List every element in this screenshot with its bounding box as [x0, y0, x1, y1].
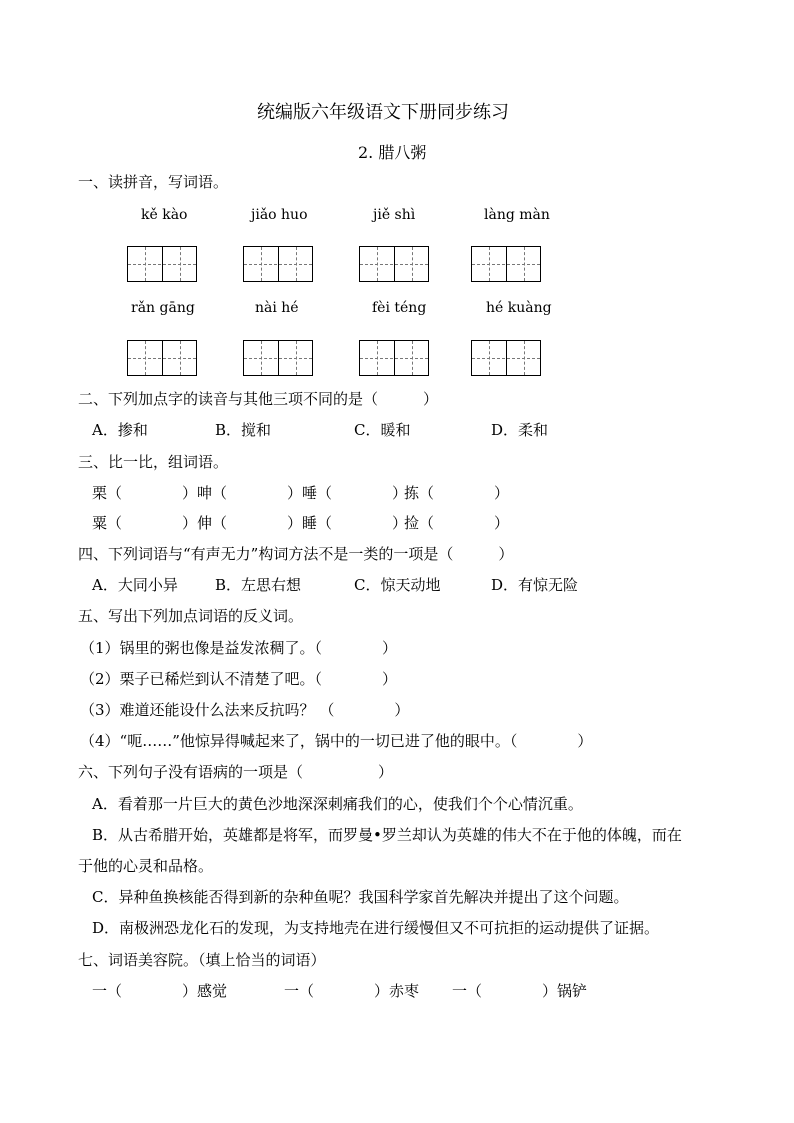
q7-item: 一（ ）赤枣	[284, 982, 420, 1000]
pinyin-label: jiǎo huo	[251, 207, 308, 223]
q5-heading: 五、写出下列加点词语的反义词。	[78, 607, 304, 625]
writing-grid[interactable]	[127, 340, 197, 376]
pinyin-label: nài hé	[255, 300, 299, 316]
pinyin-label: làng màn	[484, 207, 550, 223]
q2-option-b: B．搅和	[215, 421, 272, 439]
compare-item: 捡（ ）	[404, 514, 510, 532]
compare-item: 栗（ ）	[92, 484, 198, 502]
q4-option-d: D．有惊无险	[491, 576, 579, 594]
q5-item: （2）栗子已稀烂到认不清楚了吧。（ ）	[80, 670, 398, 688]
writing-grid[interactable]	[471, 340, 541, 376]
pinyin-label: hé kuàng	[486, 300, 552, 316]
q6-option-c: C．异种鱼换核能否得到新的杂种鱼呢？我国科学家首先解决并提出了这个问题。	[92, 888, 629, 906]
q7-item: 一（ ）锅铲	[452, 982, 588, 1000]
compare-item: 呻（ ）	[197, 484, 303, 502]
q4-option-c: C．惊天动地	[354, 576, 441, 594]
lesson-title: 2. 腊八粥	[358, 143, 427, 162]
q6-option-a: A．看着那一片巨大的黄色沙地深深刺痛我们的心，使我们个个心情沉重。	[92, 795, 583, 813]
pinyin-label: kě kào	[141, 207, 188, 223]
q2-heading: 二、下列加点字的读音与其他三项不同的是（ ）	[78, 390, 439, 408]
writing-grid[interactable]	[243, 246, 313, 282]
pinyin-label: rǎn gāng	[131, 300, 195, 316]
compare-item: 粟（ ）	[92, 514, 198, 532]
q6-option-b-continued: 于他的心灵和品格。	[78, 857, 214, 875]
q3-heading: 三、比一比，组词语。	[78, 453, 229, 471]
pinyin-label: jiě shì	[373, 207, 416, 223]
compare-item: 唾（ ）	[302, 484, 408, 502]
q7-heading: 七、词语美容院。（填上恰当的词语）	[78, 951, 326, 969]
q5-item: （3）难道还能设什么法来反抗吗？ （ ）	[80, 701, 410, 719]
q2-option-c: C．暖和	[354, 421, 411, 439]
writing-grid[interactable]	[359, 340, 429, 376]
q7-item: 一（ ）感觉	[92, 982, 228, 1000]
q1-heading: 一、读拼音，写词语。	[78, 173, 229, 191]
pinyin-label: fèi téng	[372, 300, 427, 316]
q5-item: （1）锅里的粥也像是益发浓稠了。（ ）	[80, 639, 398, 657]
q4-option-b: B．左思右想	[215, 576, 302, 594]
writing-grid[interactable]	[471, 246, 541, 282]
q4-option-a: A．大同小异	[92, 576, 178, 594]
compare-item: 拣（ ）	[404, 484, 510, 502]
q5-item: （4）“呃……”他惊异得喊起来了，锅中的一切已进了他的眼中。（ ）	[80, 732, 593, 750]
compare-item: 伸（ ）	[197, 514, 303, 532]
q2-option-d: D．柔和	[491, 421, 549, 439]
worksheet-title: 统编版六年级语文下册同步练习	[257, 102, 509, 123]
writing-grid[interactable]	[127, 246, 197, 282]
writing-grid[interactable]	[359, 246, 429, 282]
q6-heading: 六、下列句子没有语病的一项是（ ）	[78, 763, 394, 781]
q6-option-d: D．南极洲恐龙化石的发现，为支持地壳在进行缓慢但又不可抗拒的运动提供了证据。	[92, 919, 660, 937]
q4-heading: 四、下列词语与“有声无力”构词方法不是一类的一项是（ ）	[78, 545, 514, 563]
compare-item: 睡（ ）	[302, 514, 408, 532]
writing-grid[interactable]	[243, 340, 313, 376]
q2-option-a: A．掺和	[92, 421, 148, 439]
q6-option-b: B．从古希腊开始，英雄都是将军，而罗曼•罗兰却认为英雄的伟大不在于他的体魄，而在	[92, 826, 682, 844]
